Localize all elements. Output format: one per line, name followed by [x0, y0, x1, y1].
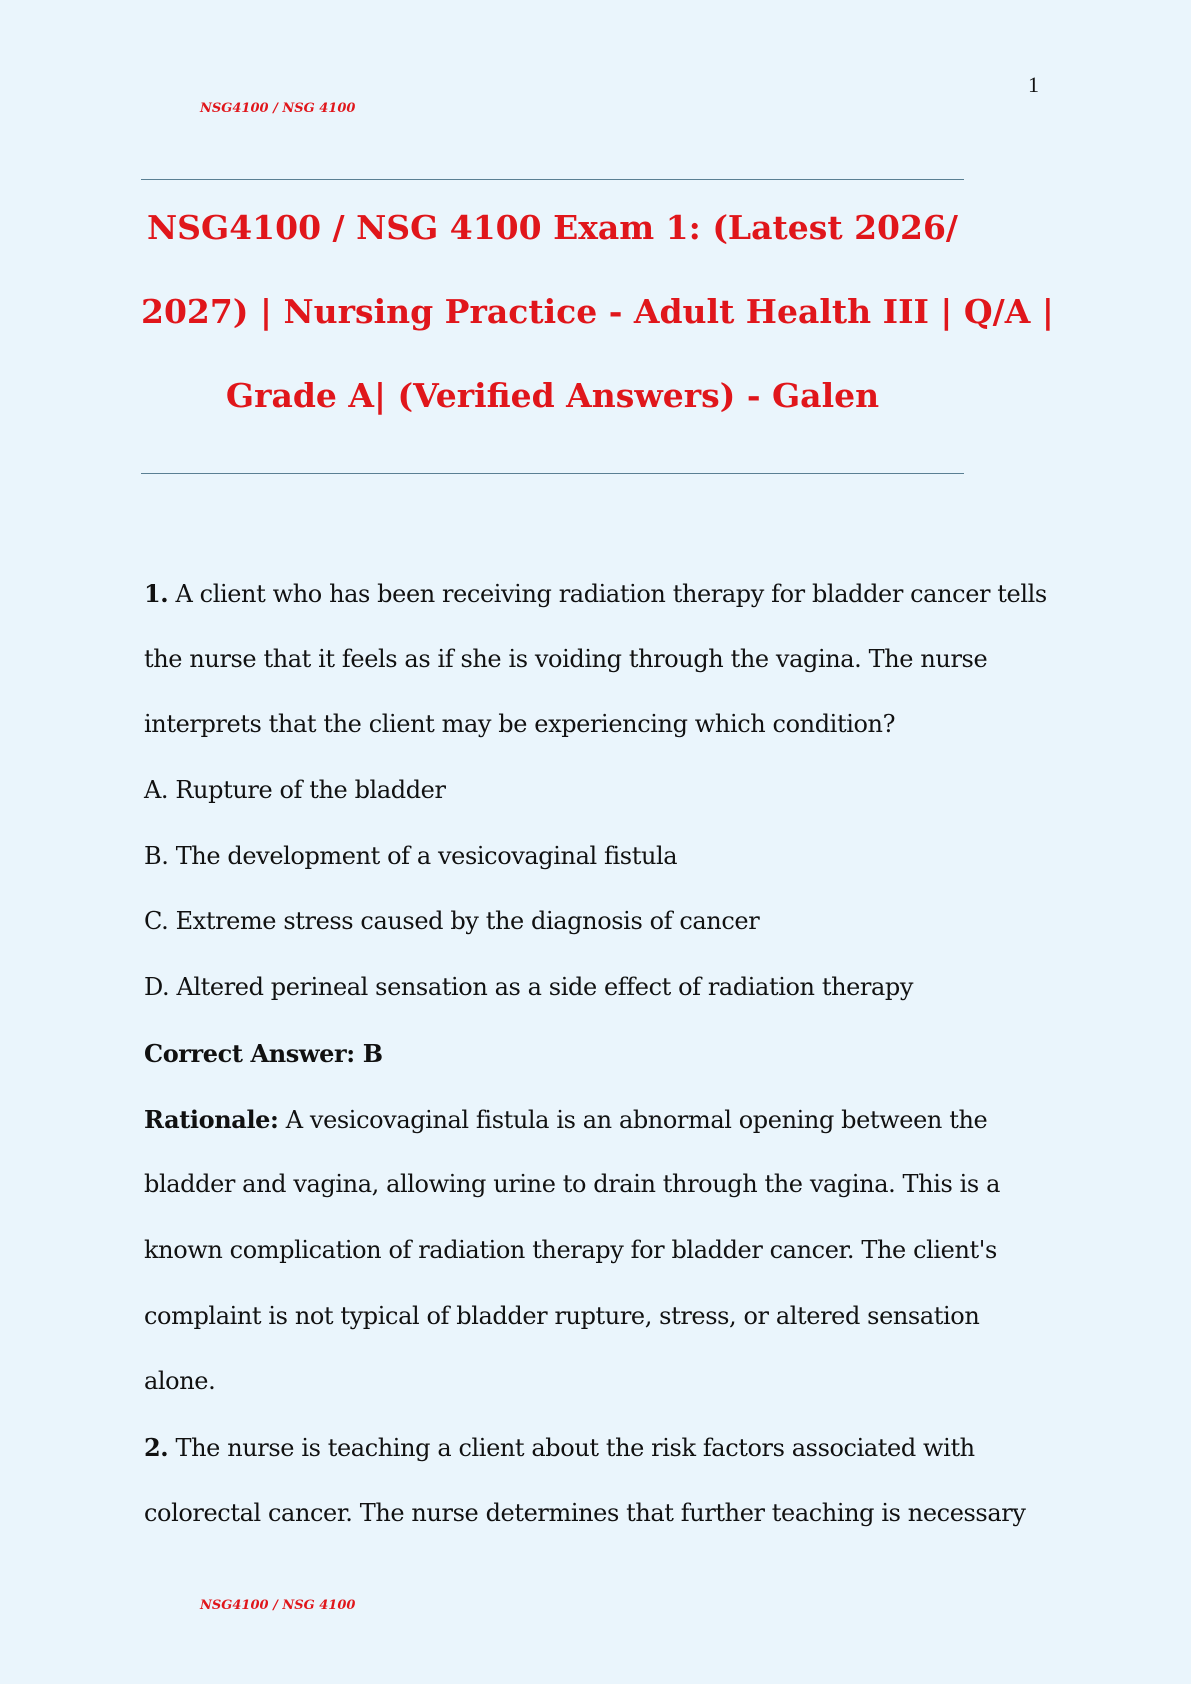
title-line: NSG4100 / NSG 4100 Exam 1: (Latest 2026/ — [147, 208, 958, 247]
rationale-line: Rationale: A vesicovaginal fistula is an abnormal opening between the — [144, 1104, 988, 1134]
running-header: NSG4100 / NSG 4100 — [200, 101, 356, 116]
running-footer: NSG4100 / NSG 4100 — [200, 1598, 356, 1613]
correct-answer: Correct Answer: B — [144, 1038, 383, 1068]
rationale-label: Rationale: — [144, 1104, 279, 1134]
title-line: Grade A| (Verified Answers) - Galen — [225, 376, 880, 415]
answer-option: A. Rupture of the bladder — [144, 776, 446, 805]
question-stem-line: the nurse that it feels as if she is voiding through the vagina. The nurse — [144, 644, 988, 673]
page-number: 1 — [1028, 72, 1039, 97]
title-line: 2027) | Nursing Practice - Adult Health III | Q/A | — [141, 292, 1054, 331]
document-title — [141, 186, 1054, 438]
rationale-line: complaint is not typical of bladder rupture, stress, or altered sensation — [144, 1301, 980, 1330]
question-1 — [144, 561, 1064, 1415]
answer-option: D. Altered perineal sensation as a side effect of radiation therapy — [144, 973, 914, 1002]
rationale-line: known complication of radiation therapy for bladder cancer. The client's — [144, 1235, 997, 1264]
answer-option: C. Extreme stress caused by the diagnosis of cancer — [144, 907, 760, 936]
question-stem-line: interprets that the client may be experiencing which condition? — [144, 710, 896, 739]
title-rule-bottom — [141, 473, 964, 474]
question-2 — [144, 1415, 1064, 1546]
question-number: 1. — [144, 579, 169, 608]
title-rule-top — [141, 179, 964, 180]
rationale-line: bladder and vagina, allowing urine to drain through the vagina. This is a — [144, 1170, 1000, 1199]
question-stem-line: colorectal cancer. The nurse determines that further teaching is necessary — [144, 1498, 1026, 1527]
question-number: 2. — [144, 1432, 169, 1462]
question-stem-line: 2. The nurse is teaching a client about the risk factors associated with — [144, 1432, 975, 1462]
rationale-line: alone. — [144, 1367, 216, 1396]
document-body — [144, 561, 1064, 1546]
answer-option: B. The development of a vesicovaginal fistula — [144, 841, 678, 870]
question-stem-line: 1. A client who has been receiving radiation therapy for bladder cancer tells — [144, 579, 1047, 608]
